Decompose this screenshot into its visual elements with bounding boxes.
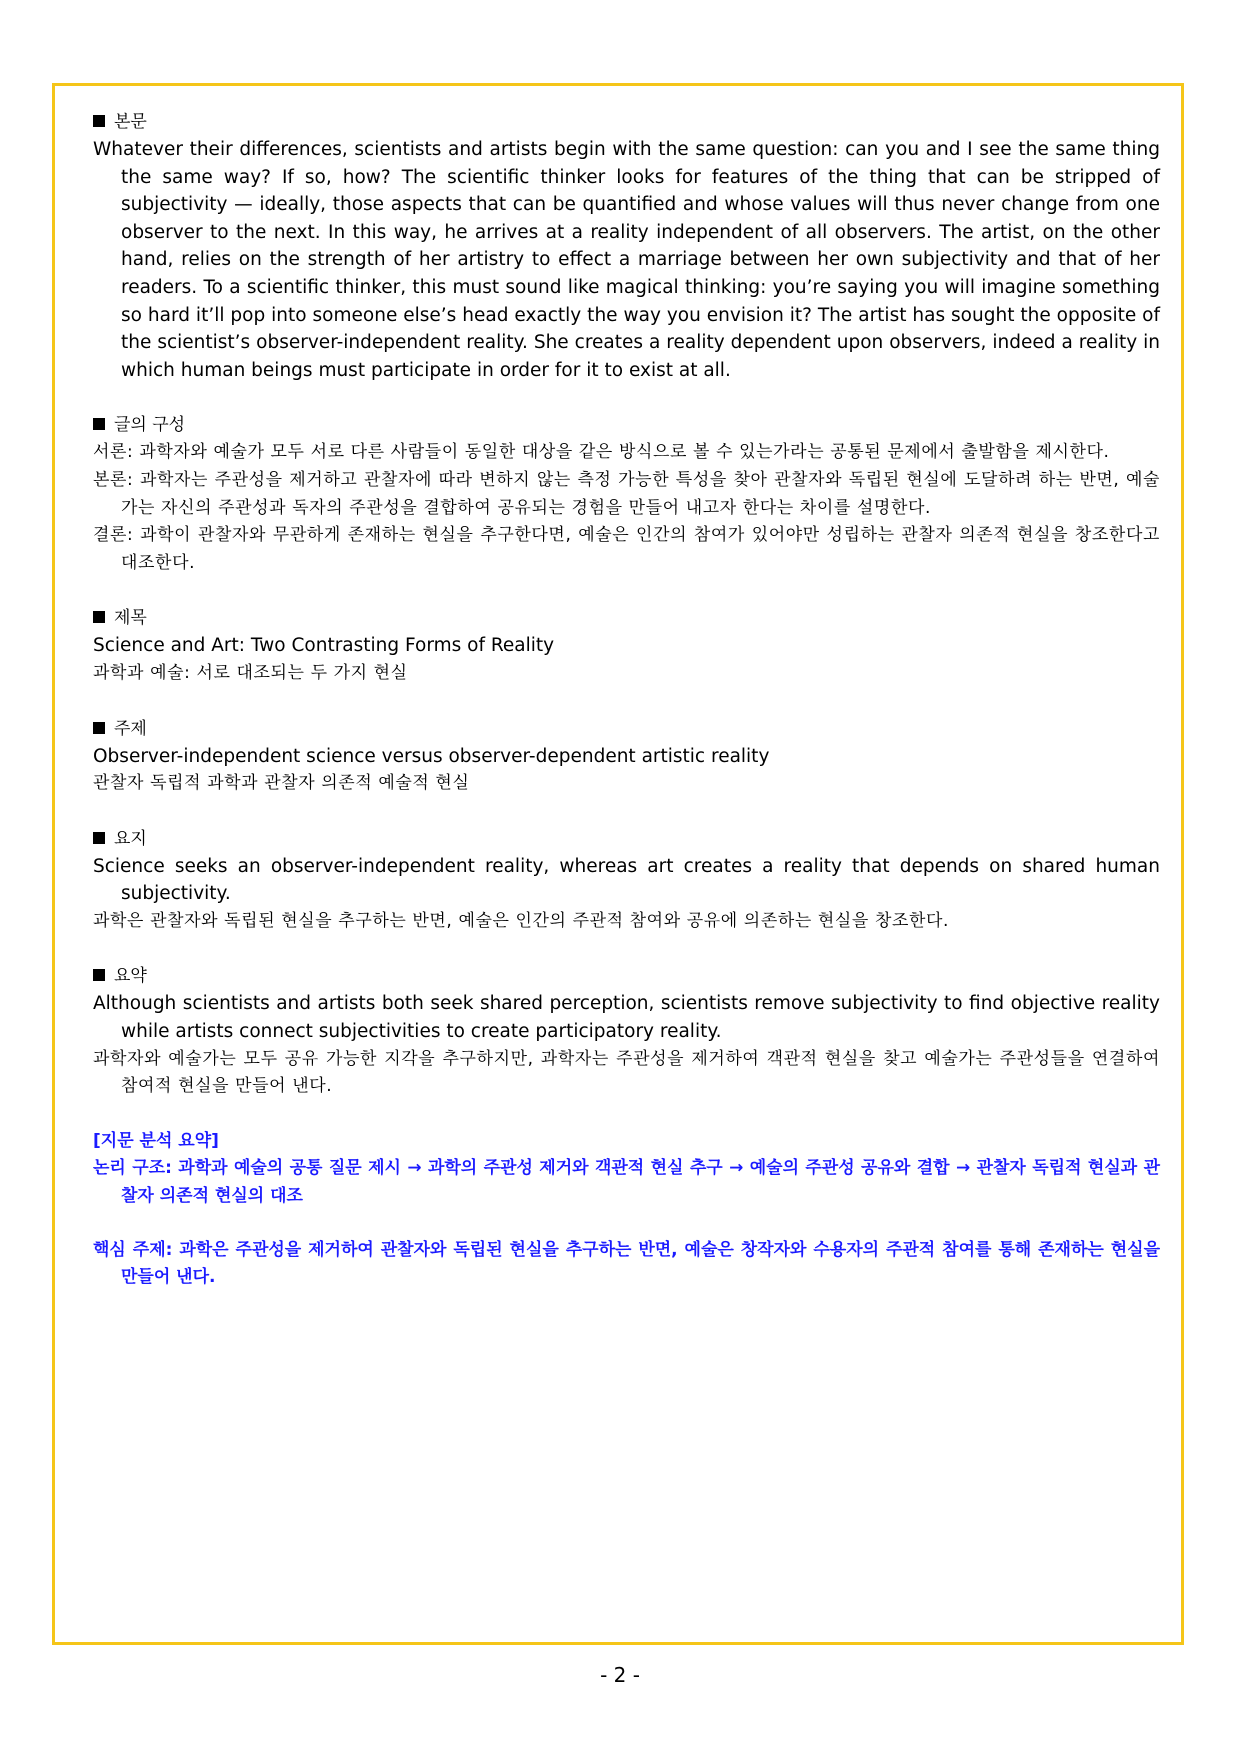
section-theme [93, 715, 1160, 798]
title-en: Science and Art: Two Contrasting Forms of Reality [93, 635, 555, 657]
section-heading: 본문 [93, 108, 1160, 136]
square-bullet-icon [93, 611, 105, 623]
section-heading: 글의 구성 [93, 411, 1160, 439]
analysis-core: 핵심 주제: 과학은 주관성을 제거하여 관찰자와 독립된 현실을 추구하는 반면, 예술은 창작자와 수용자의 주관적 참여를 통해 존재하는 현실을 만들어 낸다. [93, 1239, 1160, 1288]
analysis-summary [93, 1128, 1160, 1211]
square-bullet-icon [93, 418, 105, 430]
section-heading: 제목 [93, 604, 1160, 632]
document-content [93, 108, 1160, 1292]
summary-ko: 과학자와 예술가는 모두 공유 가능한 지각을 추구하지만, 과학자는 주관성을 제거하여 객관적 현실을 찾고 예술가는 주관성들을 연결하여 참여적 현실을 만들어 낸다. [93, 1048, 1160, 1097]
gist-en: Science seeks an observer-independent reality, whereas art creates a reality that depends on shared human subjectivity. [93, 855, 1160, 905]
section-summary [93, 962, 1160, 1100]
gist-ko: 과학은 관찰자와 독립된 현실을 추구하는 반면, 예술은 인간의 주관적 참여와 공유에 의존하는 현실을 창조한다. [93, 910, 950, 931]
theme-ko: 관찰자 독립적 과학과 관찰자 의존적 예술적 현실 [93, 773, 470, 794]
square-bullet-icon [93, 832, 105, 844]
square-bullet-icon [93, 115, 105, 127]
analysis-logic: 논리 구조: 과학과 예술의 공통 질문 제시 → 과학의 주관성 제거와 객관적 현실 추구 → 예술의 주관성 공유와 결합 → 관찰자 독립적 현실과 관찰자 의존적 현실의 대조 [93, 1158, 1160, 1207]
analysis-label: [지문 분석 요약] [93, 1130, 219, 1151]
section-heading: 요지 [93, 825, 1160, 853]
structure-intro: 서론: 과학자와 예술가 모두 서로 다른 사람들이 동일한 대상을 같은 방식으로 볼 수 있는가라는 공통된 문제에서 출발함을 제시한다. [93, 442, 1110, 463]
title-ko: 과학과 예술: 서로 대조되는 두 가지 현실 [93, 662, 408, 683]
passage-text: Whatever their differences, scientists and artists begin with the same question: can you and I see the same thing the same way? If so, how? The scientific thinker looks for features of the thing that can be stripped of subjectivity — ideally, those aspects that can be quantified and whose values will thus never change from one observer to the next. In this way, he arrives at a reality independent of all observers. The artist, on the other hand, relies on the strength of her artistry to effect a marriage between her own subjectivity and that of her readers. To a scientific thinker, this must sound like magical thinking: you’re saying you will imagine something so hard it’ll pop into someone else’s head exactly the way you envision it? The artist has sought the opposite of the scientist’s observer-independent reality. She creates a reality dependent upon observers, indeed a reality in which human beings must participate in order for it to exist at all. [93, 139, 1160, 381]
square-bullet-icon [93, 969, 105, 981]
section-heading: 주제 [93, 715, 1160, 743]
summary-en: Although scientists and artists both seek shared perception, scientists remove subjectivity to find objective reality while artists connect subjectivities to create participatory reality. [93, 993, 1160, 1043]
structure-conclusion: 결론: 과학이 관찰자와 무관하게 존재하는 현실을 추구한다면, 예술은 인간의 참여가 있어야만 성립하는 관찰자 의존적 현실을 창조한다고 대조한다. [93, 525, 1160, 573]
page-number: - 2 - [600, 1663, 640, 1687]
theme-en: Observer-independent science versus observer-dependent artistic reality [93, 745, 770, 767]
section-body [93, 108, 1160, 384]
section-heading: 요약 [93, 962, 1160, 990]
section-gist [93, 825, 1160, 936]
square-bullet-icon [93, 722, 105, 734]
section-structure [93, 411, 1160, 577]
structure-main: 본론: 과학자는 주관성을 제거하고 관찰자에 따라 변하지 않는 측정 가능한 특성을 찾아 관찰자와 독립된 현실에 도달하려 하는 반면, 예술가는 자신의 주관성과 독자의 주관성을 결합하여 공유되는 경험을 만들어 내고자 한다는 차이를 설명한다. [93, 469, 1160, 518]
section-title [93, 604, 1160, 687]
